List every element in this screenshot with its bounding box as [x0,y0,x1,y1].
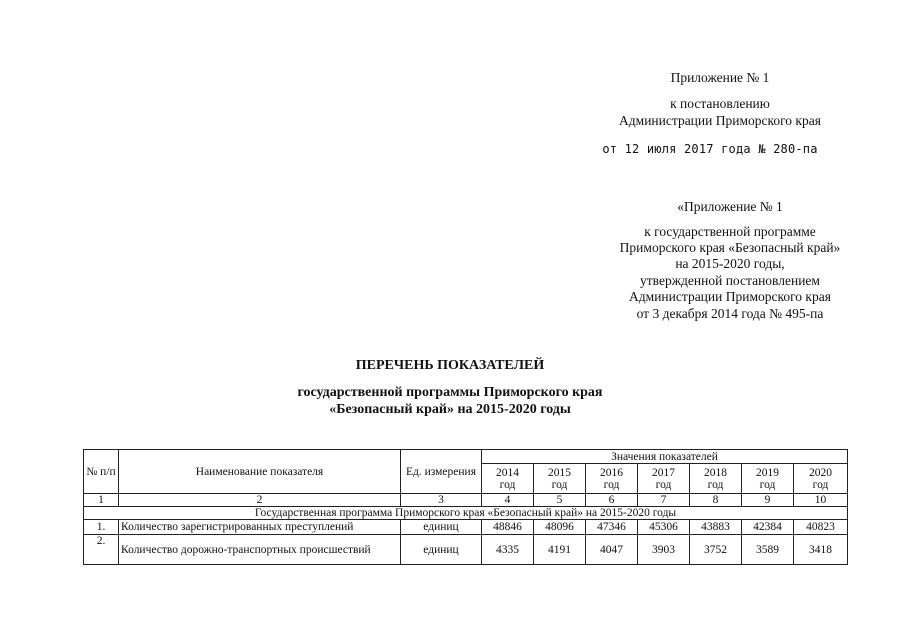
row-value: 3418 [794,535,848,565]
prior-appendix-line-4: утвержденной постановлением [640,273,820,288]
resolution-date-line: от 12 июля 2017 года № 280-па [602,142,818,156]
to-resolution-line: к постановлению [670,96,770,111]
header-year: 2016 год [586,464,638,494]
row-number: 2. [84,535,119,565]
prior-appendix-line-3: на 2015-2020 годы, [675,256,785,271]
header-year: 2014 год [482,464,534,494]
row-value: 40823 [794,520,848,535]
header-year: 2015 год [534,464,586,494]
row-value: 4191 [534,535,586,565]
indicators-table [83,449,848,565]
row-value: 48846 [482,520,534,535]
row-value: 43883 [690,520,742,535]
row-value: 48096 [534,520,586,535]
header-year: 2019 год [742,464,794,494]
table-row [84,535,848,565]
appendix-label: Приложение № 1 [670,70,770,85]
table-row [84,520,848,535]
administration-line: Администрации Приморского края [619,113,821,128]
column-number: 5 [534,494,586,507]
prior-appendix-line-6: от 3 декабря 2014 года № 495-па [636,306,824,321]
column-number: 8 [690,494,742,507]
column-numbers-row [84,494,848,507]
header-indicator-name: Наименование показателя [119,450,401,494]
section-title: Государственная программа Приморского края «Безопасный край» на 2015-2020 годы [84,507,848,520]
column-number: 2 [119,494,401,507]
row-indicator-name: Количество дорожно-транспортных происшествий [119,535,401,565]
prior-appendix-line-2: Приморского края «Безопасный край» [619,240,841,255]
row-value: 3903 [638,535,690,565]
row-value: 4335 [482,535,534,565]
column-number: 9 [742,494,794,507]
row-value: 42384 [742,520,794,535]
document-subtitle-line-2: «Безопасный край» на 2015-2020 годы [329,402,571,417]
row-indicator-name: Количество зарегистрированных преступлений [119,520,401,535]
row-value: 4047 [586,535,638,565]
header-year: 2018 год [690,464,742,494]
column-number: 10 [794,494,848,507]
row-value: 3589 [742,535,794,565]
document-title: ПЕРЕЧЕНЬ ПОКАЗАТЕЛЕЙ [355,358,545,373]
header-number: № п/п [84,450,119,494]
header-year: 2017 год [638,464,690,494]
column-number: 6 [586,494,638,507]
row-value: 45306 [638,520,690,535]
row-number: 1. [84,520,119,535]
row-value: 47346 [586,520,638,535]
column-number: 7 [638,494,690,507]
row-unit: единиц [401,535,482,565]
header-year: 2020 год [794,464,848,494]
header-unit: Ед. измерения [401,450,482,494]
prior-appendix-line-5: Администрации Приморского края [629,289,831,304]
column-number: 4 [482,494,534,507]
document-subtitle-line-1: государственной программы Приморского края [297,385,603,400]
row-value: 3752 [690,535,742,565]
column-number: 1 [84,494,119,507]
header-values-group: Значения показателей [482,450,848,464]
row-unit: единиц [401,520,482,535]
prior-appendix-label: «Приложение № 1 [677,199,783,214]
column-number: 3 [401,494,482,507]
prior-appendix-line-1: к государственной программе [644,224,816,239]
